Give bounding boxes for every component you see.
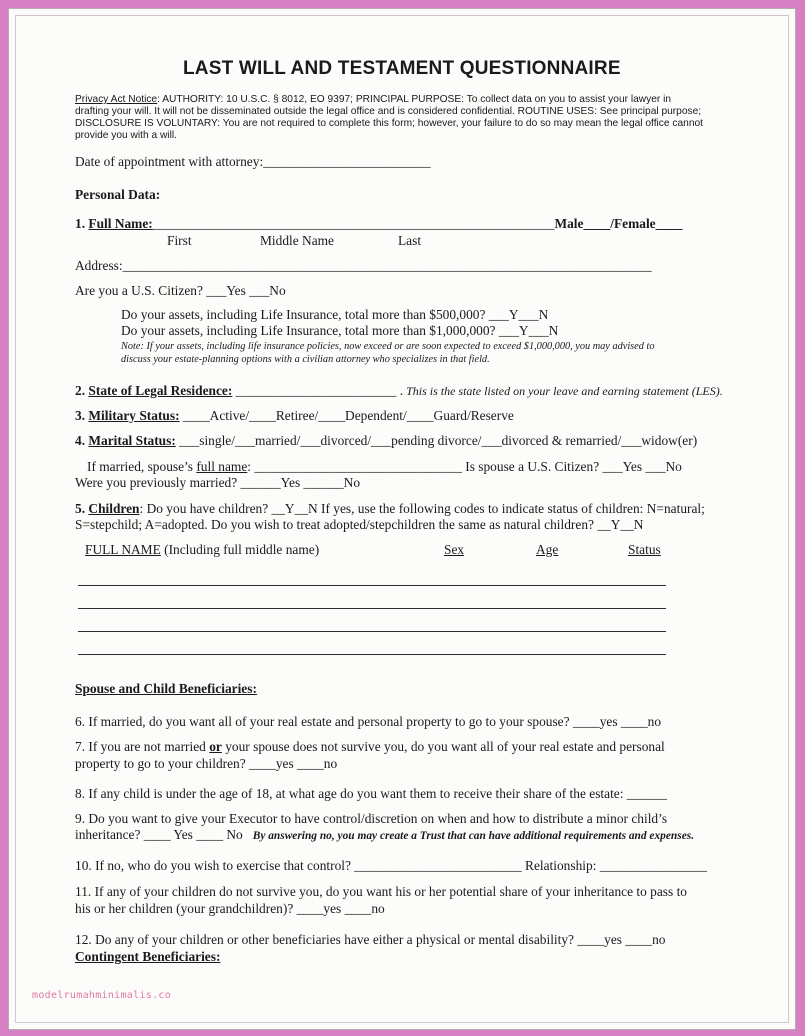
question-9-note: By answering no, you may create a Trust that can have additional requirements and expenses.: [252, 830, 695, 842]
question-4-number: 4.: [75, 433, 86, 448]
citizen-question[interactable]: Are you a U.S. Citizen? ___Yes ___No: [75, 283, 286, 298]
full-name-field[interactable]: ____________________________________________________________: [152, 216, 555, 231]
question-8[interactable]: 8. If any child is under the age of 18, at what age do you want them to receive their share of the estate: ______: [75, 786, 667, 801]
question-6[interactable]: 6. If married, do you want all of your real estate and personal property to go to your spouse? ____yes ____no: [75, 714, 662, 729]
full-name-label: Full Name:: [88, 216, 153, 231]
question-11-line-2[interactable]: his or her children (your grandchildren)? ____yes ____no: [75, 901, 385, 916]
privacy-text-1: : AUTHORITY: 10 U.S.C. § 8012, EO 9397; PRINCIPAL PURPOSE: To collect data on you to assist your lawyer in: [157, 94, 672, 105]
question-12[interactable]: 12. Do any of your children or other beneficiaries have either a physical or mental disability? ____yes ____no: [75, 932, 666, 947]
privacy-notice-line-1: [75, 94, 671, 106]
military-status-options[interactable]: ____Active/____Retiree/____Dependent/____Guard/Reserve: [179, 408, 514, 423]
privacy-notice-line-2: drafting your will. It will not be disseminated outside the legal office and is considered confidential. ROUTINE USES: See principal purpose;: [75, 106, 702, 117]
question-1-full-name: [75, 216, 682, 232]
spouse-name-field[interactable]: : _______________________________ Is spouse a U.S. Citizen? ___Yes ___No: [247, 459, 682, 474]
residence-note: This is the state listed on your leave and earning statement (LES).: [403, 384, 723, 398]
child-row-line[interactable]: [78, 585, 666, 586]
last-name-caption: Last: [398, 233, 422, 248]
question-3-number: 3.: [75, 408, 86, 423]
full-name-column: FULL NAME: [85, 542, 161, 557]
privacy-notice-line-3: DISCLOSURE IS VOLUNTARY: You are not required to complete this form; however, your failure to do so may mean the legal office cannot: [75, 118, 703, 129]
age-column: Age: [536, 542, 559, 557]
question-2-number: 2.: [75, 383, 86, 398]
question-9-line-1: 9. Do you want to give your Executor to have control/discretion on when and how to distribute a minor child’s: [75, 811, 668, 826]
question-4-marital-status: [75, 433, 697, 449]
marital-status-label: Marital Status:: [88, 433, 176, 448]
privacy-notice-line-4: provide you with a will.: [75, 130, 177, 141]
previously-married-question[interactable]: Were you previously married? ______Yes ______No: [75, 475, 361, 490]
question-2-residence: [75, 383, 723, 399]
question-7-or: or: [209, 739, 222, 754]
middle-name-caption: Middle Name: [260, 233, 335, 248]
question-7-line-1: [75, 739, 665, 755]
question-7-text-a: 7. If you are not married: [75, 739, 210, 754]
children-text-2[interactable]: S=stepchild; A=adopted. Do you wish to treat adopted/stepchildren the same as natural children? __Y__N: [75, 517, 644, 532]
question-10[interactable]: 10. If no, who do you wish to exercise that control? _________________________ Relationship: ________________: [75, 858, 707, 873]
first-name-caption: First: [167, 233, 192, 248]
full-name-column-note: (Including full middle name): [160, 542, 320, 557]
spouse-name-row: [87, 459, 682, 475]
question-11-line-1: 11. If any of your children do not survive you, do you want his or her potential share of your inheritance to pass to: [75, 884, 687, 899]
question-9-options[interactable]: inheritance? ____ Yes ____ No: [75, 827, 243, 842]
child-row-line[interactable]: [78, 654, 666, 655]
assets-note-line-1: Note: If your assets, including life insurance policies, now exceed or are soon expected to exceed $1,000,000, you may advised to: [121, 341, 655, 352]
question-7-line-2[interactable]: property to go to your children? ____yes ____no: [75, 756, 338, 771]
spouse-full-name-label: full name: [196, 459, 248, 474]
question-5-children: [75, 501, 705, 517]
privacy-notice-label: Privacy Act Notice: [75, 94, 158, 105]
question-7-text-b: your spouse does not survive you, do you want all of your real estate and personal: [221, 739, 665, 754]
assets-500k-question[interactable]: Do your assets, including Life Insurance, total more than $500,000? ___Y___N: [121, 307, 549, 322]
personal-data-heading: Personal Data:: [75, 187, 161, 202]
question-3-military-status: [75, 408, 514, 424]
children-table-header: [85, 542, 319, 558]
sex-column: Sex: [444, 542, 465, 557]
appointment-date-field[interactable]: Date of appointment with attorney:_________________________: [75, 154, 431, 169]
spouse-prefix: If married, spouse’s: [87, 459, 197, 474]
children-text-1[interactable]: : Do you have children? __Y__N If yes, use the following codes to indicate status of children: N=natural;: [139, 501, 705, 516]
children-label: Children: [88, 501, 140, 516]
address-field[interactable]: Address:_______________________________________________________________________________: [75, 258, 652, 273]
residence-field[interactable]: ________________________ .: [232, 383, 404, 398]
assets-1m-question[interactable]: Do your assets, including Life Insurance, total more than $1,000,000? ___Y___N: [121, 323, 559, 338]
military-status-label: Military Status:: [88, 408, 180, 423]
gender-field[interactable]: Male____/Female____: [554, 216, 683, 231]
beneficiaries-heading: Spouse and Child Beneficiaries:: [75, 681, 257, 696]
document-title: LAST WILL AND TESTAMENT QUESTIONNAIRE: [183, 58, 621, 79]
question-1-number: 1.: [75, 216, 86, 231]
assets-note-line-2: discuss your estate-planning options with a civilian attorney who specializes in that field.: [121, 354, 490, 365]
question-5-number: 5.: [75, 501, 86, 516]
child-row-line[interactable]: [78, 631, 666, 632]
watermark: modelrumahminimalis.co: [32, 990, 172, 1001]
status-column: Status: [628, 542, 661, 557]
residence-label: State of Legal Residence:: [88, 383, 233, 398]
question-9-line-2: [75, 827, 694, 843]
marital-status-options[interactable]: ___single/___married/___divorced/___pending divorce/___divorced & remarried/___widow(er): [175, 433, 698, 448]
child-row-line[interactable]: [78, 608, 666, 609]
contingent-beneficiaries-heading: Contingent Beneficiaries:: [75, 949, 221, 964]
